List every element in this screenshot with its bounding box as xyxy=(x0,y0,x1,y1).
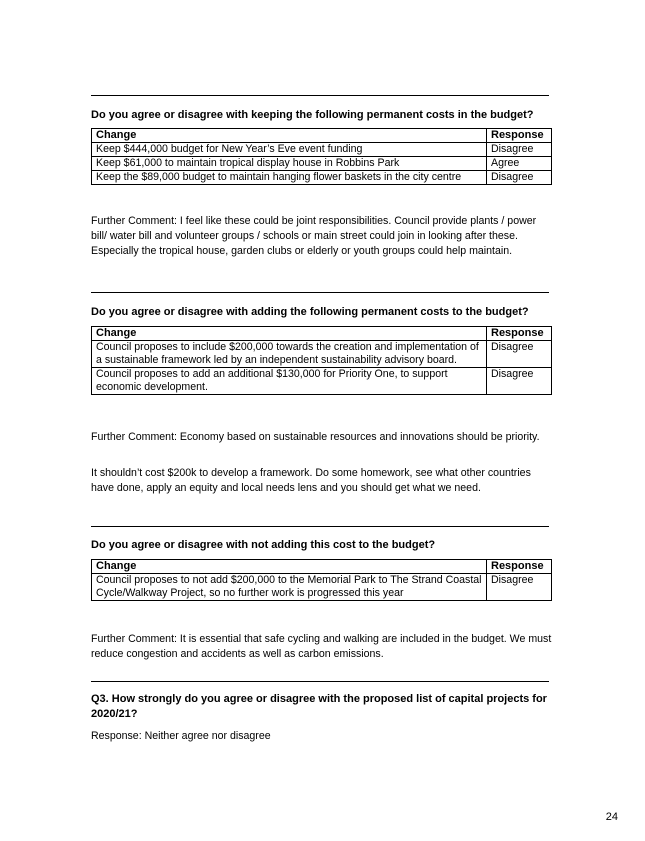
question-heading: Do you agree or disagree with keeping the following permanent costs in the budget? xyxy=(91,109,534,121)
header-change: Change xyxy=(92,327,487,341)
section-divider xyxy=(91,526,549,527)
response-table xyxy=(91,326,552,395)
table-header-row xyxy=(92,327,552,341)
q3-response: Response: Neither agree nor disagree xyxy=(91,730,271,742)
table-row xyxy=(92,574,552,601)
change-cell: Council proposes to add an additional $130,000 for Priority One, to support economic development. xyxy=(92,368,487,395)
change-cell: Keep the $89,000 budget to maintain hanging flower baskets in the city centre xyxy=(92,171,487,185)
header-response: Response xyxy=(487,129,552,143)
q3-heading: Q3. How strongly do you agree or disagree with the proposed list of capital projects for 2020/21? xyxy=(91,693,547,720)
question-heading: Do you agree or disagree with adding the following permanent costs to the budget? xyxy=(91,306,529,318)
header-change: Change xyxy=(92,129,487,143)
response-table xyxy=(91,559,552,601)
table-header-row xyxy=(92,129,552,143)
section-divider xyxy=(91,681,549,682)
header-response: Response xyxy=(487,560,552,574)
change-cell: Council proposes to not add $200,000 to the Memorial Park to The Strand Coastal Cycle/Walkway Project, so no further work is progressed this year xyxy=(92,574,487,601)
change-cell: Council proposes to include $200,000 towards the creation and implementation of a sustainable framework led by an independent sustainability advisory board. xyxy=(92,341,487,368)
change-cell: Keep $61,000 to maintain tropical display house in Robbins Park xyxy=(92,157,487,171)
table-row xyxy=(92,143,552,157)
header-change: Change xyxy=(92,560,487,574)
response-cell: Disagree xyxy=(487,143,552,157)
response-cell: Disagree xyxy=(487,341,552,368)
further-comment: Further Comment: It is essential that safe cycling and walking are included in the budget. We must reduce congestion and accidents as well as carbon emissions. xyxy=(91,633,552,661)
question-heading: Do you agree or disagree with not adding this cost to the budget? xyxy=(91,539,436,551)
table-row xyxy=(92,171,552,185)
section-divider xyxy=(91,95,549,96)
change-cell: Keep $444,000 budget for New Year’s Eve event funding xyxy=(92,143,487,157)
table-row xyxy=(92,157,552,171)
response-cell: Disagree xyxy=(487,574,552,601)
header-response: Response xyxy=(487,327,552,341)
page-number: 24 xyxy=(605,811,618,823)
further-comment-continued: It shouldn’t cost $200k to develop a framework. Do some homework, see what other countries have done, apply an equity and local needs lens and you should get what we need. xyxy=(91,467,531,495)
further-comment: Further Comment: I feel like these could be joint responsibilities. Council provide plants / power bill/ water bill and volunteer groups / schools or main street could join in looking after these. Especially the tropical house, garden clubs or elderly or youth groups could help maintain. xyxy=(91,215,537,258)
response-table xyxy=(91,128,552,185)
response-cell: Disagree xyxy=(487,368,552,395)
table-row xyxy=(92,368,552,395)
table-header-row xyxy=(92,560,552,574)
response-cell: Disagree xyxy=(487,171,552,185)
section-divider xyxy=(91,292,549,293)
further-comment: Further Comment: Economy based on sustainable resources and innovations should be priority. xyxy=(91,431,540,443)
response-cell: Agree xyxy=(487,157,552,171)
table-row xyxy=(92,341,552,368)
